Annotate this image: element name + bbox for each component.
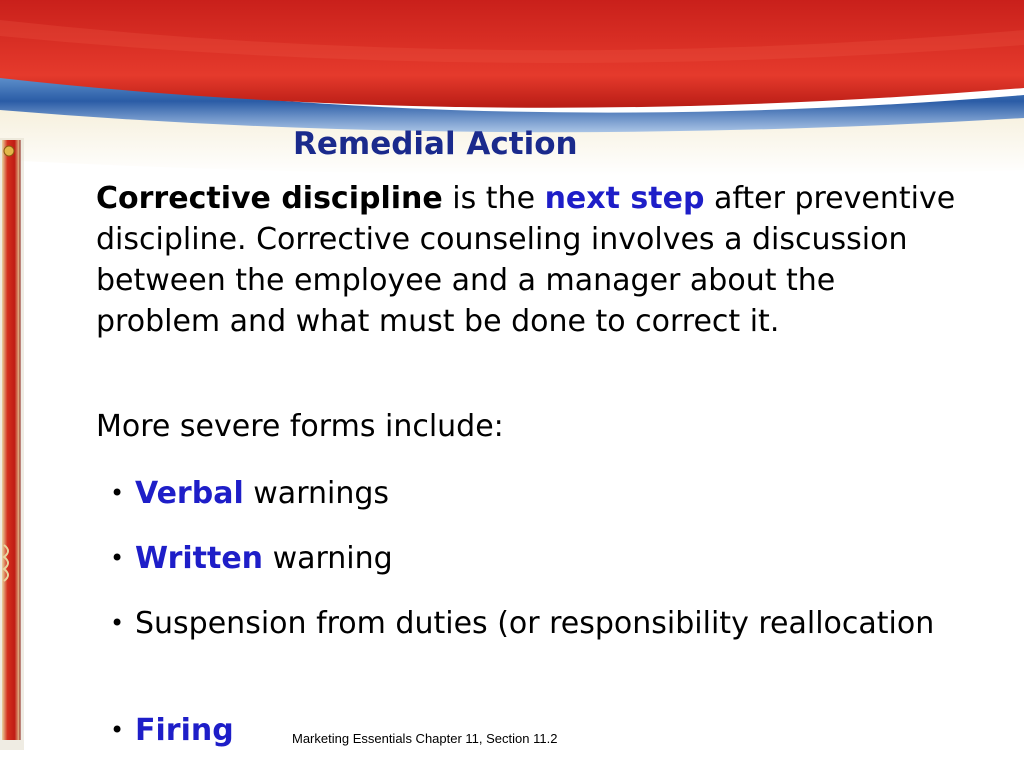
- bullet-text: Suspension from duties (or responsibility reallocation: [135, 606, 935, 641]
- bullet-emphasis: Written: [135, 541, 264, 576]
- bullet-icon: •: [110, 609, 125, 637]
- paragraph-text: after preventive discipline. Corrective counseling involves a discussion between the employee and a manager about the problem and what must be done to correct it.: [96, 181, 956, 339]
- list-item: [110, 473, 935, 514]
- paragraph-corrective-discipline: [96, 178, 956, 342]
- term-corrective-discipline: Corrective discipline: [96, 181, 443, 216]
- slide-footer: Marketing Essentials Chapter 11, Section 11.2: [292, 731, 558, 746]
- left-bar-ornament: [4, 146, 14, 156]
- bullet-icon: •: [110, 479, 125, 507]
- emphasis-next-step: next step: [544, 181, 705, 216]
- paragraph-text: is the: [442, 181, 545, 216]
- bullet-text: warning: [263, 541, 393, 576]
- bullet-emphasis: Firing: [135, 713, 234, 748]
- left-bar: [2, 140, 20, 740]
- slide-title: Remedial Action: [293, 126, 578, 162]
- bullet-icon: •: [110, 544, 125, 572]
- list-item: [110, 603, 935, 644]
- bullet-icon: •: [110, 716, 125, 744]
- bullet-text: warnings: [243, 476, 390, 511]
- bullet-emphasis: Verbal: [135, 476, 244, 511]
- paragraph-severe-forms: More severe forms include:: [96, 409, 504, 444]
- list-item: [110, 538, 935, 579]
